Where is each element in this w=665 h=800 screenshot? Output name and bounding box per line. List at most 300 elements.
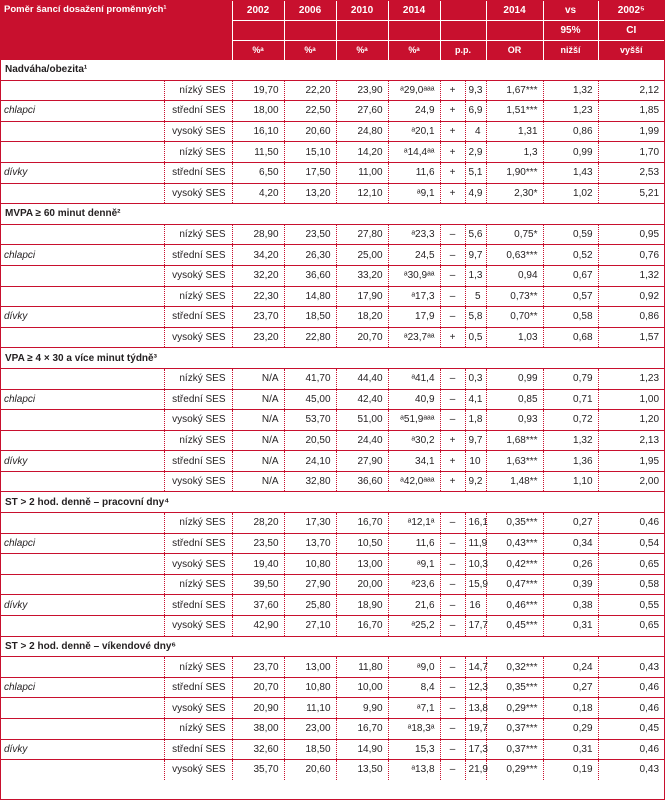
gender-cell <box>1 327 164 348</box>
value-2010: 16,70 <box>336 719 388 740</box>
gender-cell <box>1 698 164 719</box>
value-2010: 16,70 <box>336 616 388 637</box>
value-2014: ᵃ9,1 <box>388 183 440 204</box>
value-2006: 36,60 <box>284 265 336 286</box>
value-2006: 25,80 <box>284 595 336 616</box>
change-pp: 12,3 <box>465 677 486 698</box>
ses-label: vysoký SES <box>164 760 232 780</box>
table-row <box>1 265 664 286</box>
odds-ratio-table <box>1 1 664 780</box>
value-2002: 34,20 <box>232 245 284 266</box>
ci-lower: 0,58 <box>543 307 598 328</box>
table-row <box>1 760 664 780</box>
value-2010: 36,60 <box>336 471 388 492</box>
table-row <box>1 513 664 534</box>
odds-ratio: 1,03 <box>486 327 543 348</box>
gender-cell: dívky <box>1 451 164 472</box>
ci-upper: 0,58 <box>598 574 664 595</box>
value-2006: 10,80 <box>284 554 336 575</box>
change-pp: 16,1 <box>465 513 486 534</box>
header-r2-c2 <box>284 21 336 41</box>
value-2006: 45,00 <box>284 389 336 410</box>
table-row <box>1 142 664 163</box>
gender-cell <box>1 719 164 740</box>
value-2002: 22,30 <box>232 286 284 307</box>
table-header <box>1 1 664 60</box>
change-sign: – <box>440 224 465 245</box>
change-pp: 9,2 <box>465 471 486 492</box>
odds-ratio: 1,51*** <box>486 101 543 122</box>
value-2014: ᵃ20,1 <box>388 121 440 142</box>
ci-lower: 0,79 <box>543 368 598 389</box>
change-pp: 1,8 <box>465 410 486 431</box>
ci-lower: 0,34 <box>543 533 598 554</box>
odds-ratio: 2,30* <box>486 183 543 204</box>
value-2010: 27,60 <box>336 101 388 122</box>
change-sign: – <box>440 389 465 410</box>
header-vs: vs <box>543 1 598 21</box>
change-pp: 5,8 <box>465 307 486 328</box>
change-sign: + <box>440 162 465 183</box>
change-sign: – <box>440 616 465 637</box>
value-2002: 28,90 <box>232 224 284 245</box>
ci-lower: 1,10 <box>543 471 598 492</box>
value-2014: ᵃ30,2 <box>388 430 440 451</box>
value-2014: 17,9 <box>388 307 440 328</box>
value-2002: N/A <box>232 410 284 431</box>
section-header-row <box>1 204 664 225</box>
change-sign: – <box>440 698 465 719</box>
ci-upper: 1,32 <box>598 265 664 286</box>
ci-lower: 1,32 <box>543 80 598 101</box>
value-2014: ᵃ7,1 <box>388 698 440 719</box>
gender-cell: chlapci <box>1 677 164 698</box>
header-year-2014: 2014 <box>388 1 440 21</box>
ci-lower: 0,27 <box>543 513 598 534</box>
value-2010: 24,40 <box>336 430 388 451</box>
odds-ratio: 0,75* <box>486 224 543 245</box>
ses-label: vysoký SES <box>164 698 232 719</box>
header-year-2006: 2006 <box>284 1 336 21</box>
value-2010: 14,90 <box>336 739 388 760</box>
value-2014: ᵃ9,0 <box>388 657 440 678</box>
header-blank <box>440 1 486 21</box>
odds-ratio: 0,32*** <box>486 657 543 678</box>
value-2006: 17,30 <box>284 513 336 534</box>
ci-upper: 2,13 <box>598 430 664 451</box>
value-2014: ᵃ12,1ᵃ <box>388 513 440 534</box>
change-pp: 9,7 <box>465 245 486 266</box>
change-sign: – <box>440 286 465 307</box>
value-2014: ᵃ30,9ᵃᵃ <box>388 265 440 286</box>
change-sign: + <box>440 430 465 451</box>
ses-label: střední SES <box>164 101 232 122</box>
ci-lower: 0,18 <box>543 698 598 719</box>
ci-lower: 1,23 <box>543 101 598 122</box>
value-2010: 12,10 <box>336 183 388 204</box>
value-2006: 27,90 <box>284 574 336 595</box>
change-sign: + <box>440 451 465 472</box>
value-2002: 11,50 <box>232 142 284 163</box>
change-sign: + <box>440 471 465 492</box>
value-2010: 25,00 <box>336 245 388 266</box>
change-pp: 15,9 <box>465 574 486 595</box>
gender-cell: dívky <box>1 162 164 183</box>
ci-lower: 0,39 <box>543 574 598 595</box>
change-pp: 5 <box>465 286 486 307</box>
value-2006: 13,00 <box>284 657 336 678</box>
ci-upper: 1,99 <box>598 121 664 142</box>
ci-upper: 2,00 <box>598 471 664 492</box>
ci-upper: 5,21 <box>598 183 664 204</box>
ci-upper: 2,12 <box>598 80 664 101</box>
change-sign: – <box>440 554 465 575</box>
header-pp: p.p. <box>440 41 486 60</box>
value-2010: 44,40 <box>336 368 388 389</box>
value-2014: 15,3 <box>388 739 440 760</box>
gender-cell <box>1 574 164 595</box>
ses-label: nízký SES <box>164 513 232 534</box>
ci-lower: 0,67 <box>543 265 598 286</box>
value-2014: 21,6 <box>388 595 440 616</box>
ses-label: vysoký SES <box>164 265 232 286</box>
section-title: ST > 2 hod. denně – pracovní dny⁴ <box>1 492 664 513</box>
value-2002: 6,50 <box>232 162 284 183</box>
change-sign: – <box>440 657 465 678</box>
table-row <box>1 554 664 575</box>
value-2010: 13,00 <box>336 554 388 575</box>
odds-ratio: 1,63*** <box>486 451 543 472</box>
gender-cell <box>1 616 164 637</box>
gender-cell <box>1 410 164 431</box>
value-2010: 23,90 <box>336 80 388 101</box>
change-pp: 1,3 <box>465 265 486 286</box>
odds-ratio: 0,94 <box>486 265 543 286</box>
odds-ratio: 0,99 <box>486 368 543 389</box>
value-2002: 20,70 <box>232 677 284 698</box>
value-2006: 23,00 <box>284 719 336 740</box>
section-header-row <box>1 636 664 657</box>
value-2006: 20,60 <box>284 760 336 780</box>
value-2002: 19,40 <box>232 554 284 575</box>
value-2006: 20,60 <box>284 121 336 142</box>
value-2002: N/A <box>232 471 284 492</box>
ci-lower: 0,68 <box>543 327 598 348</box>
value-2006: 15,10 <box>284 142 336 163</box>
value-2006: 22,80 <box>284 327 336 348</box>
ci-upper: 0,46 <box>598 698 664 719</box>
value-2010: 24,80 <box>336 121 388 142</box>
gender-cell: chlapci <box>1 245 164 266</box>
section-header-row <box>1 348 664 369</box>
value-2010: 42,40 <box>336 389 388 410</box>
change-pp: 6,9 <box>465 101 486 122</box>
value-2014: 40,9 <box>388 389 440 410</box>
table-row <box>1 245 664 266</box>
change-sign: – <box>440 410 465 431</box>
value-2006: 10,80 <box>284 677 336 698</box>
section-title: ST > 2 hod. denně – víkendové dny⁶ <box>1 636 664 657</box>
ses-label: nízký SES <box>164 224 232 245</box>
header-pct-2014: %ᵃ <box>388 41 440 60</box>
ses-label: vysoký SES <box>164 554 232 575</box>
ci-lower: 0,26 <box>543 554 598 575</box>
value-2010: 11,80 <box>336 657 388 678</box>
odds-ratio: 1,67*** <box>486 80 543 101</box>
ci-lower: 1,32 <box>543 430 598 451</box>
gender-cell <box>1 286 164 307</box>
header-pct-2006: %ᵃ <box>284 41 336 60</box>
ci-lower: 0,38 <box>543 595 598 616</box>
ci-lower: 0,31 <box>543 616 598 637</box>
change-sign: – <box>440 533 465 554</box>
odds-ratio: 1,68*** <box>486 430 543 451</box>
table-row <box>1 121 664 142</box>
odds-ratio: 0,35*** <box>486 513 543 534</box>
odds-ratio: 0,37*** <box>486 739 543 760</box>
value-2002: 18,00 <box>232 101 284 122</box>
value-2002: 32,60 <box>232 739 284 760</box>
ses-label: střední SES <box>164 162 232 183</box>
ci-upper: 2,53 <box>598 162 664 183</box>
odds-ratio: 1,48** <box>486 471 543 492</box>
ci-lower: 0,27 <box>543 677 598 698</box>
odds-ratio: 1,31 <box>486 121 543 142</box>
change-pp: 2,9 <box>465 142 486 163</box>
value-2006: 22,20 <box>284 80 336 101</box>
ci-lower: 0,57 <box>543 286 598 307</box>
value-2014: ᵃ29,0ᵃᵃᵃ <box>388 80 440 101</box>
ci-upper: 0,46 <box>598 677 664 698</box>
odds-ratio: 0,42*** <box>486 554 543 575</box>
value-2010: 11,00 <box>336 162 388 183</box>
value-2002: N/A <box>232 368 284 389</box>
value-2006: 11,10 <box>284 698 336 719</box>
odds-ratio: 1,90*** <box>486 162 543 183</box>
value-2006: 26,30 <box>284 245 336 266</box>
value-2006: 53,70 <box>284 410 336 431</box>
gender-cell <box>1 513 164 534</box>
section-title: Nadváha/obezita¹ <box>1 60 664 81</box>
gender-cell: chlapci <box>1 389 164 410</box>
header-year-2002: 2002 <box>232 1 284 21</box>
header-r2-c4 <box>388 21 440 41</box>
table-row <box>1 533 664 554</box>
ci-lower: 0,19 <box>543 760 598 780</box>
ses-label: vysoký SES <box>164 327 232 348</box>
ses-label: vysoký SES <box>164 616 232 637</box>
table-title: Poměr šancí dosažení proměnných¹ <box>1 1 232 60</box>
ci-lower: 0,52 <box>543 245 598 266</box>
gender-cell <box>1 121 164 142</box>
value-2002: 42,90 <box>232 616 284 637</box>
change-pp: 17,7 <box>465 616 486 637</box>
ses-label: střední SES <box>164 533 232 554</box>
table-row <box>1 389 664 410</box>
value-2002: 19,70 <box>232 80 284 101</box>
value-2006: 24,10 <box>284 451 336 472</box>
gender-cell <box>1 183 164 204</box>
change-pp: 16 <box>465 595 486 616</box>
value-2006: 23,50 <box>284 224 336 245</box>
header-ci-lower: nižší <box>543 41 598 60</box>
table-row <box>1 657 664 678</box>
ses-label: střední SES <box>164 739 232 760</box>
ses-label: nízký SES <box>164 286 232 307</box>
ci-lower: 0,86 <box>543 121 598 142</box>
change-sign: – <box>440 677 465 698</box>
ci-upper: 0,95 <box>598 224 664 245</box>
value-2014: ᵃ51,9ᵃᵃᵃ <box>388 410 440 431</box>
header-or: OR <box>486 41 543 60</box>
ses-label: střední SES <box>164 307 232 328</box>
change-pp: 19,7 <box>465 719 486 740</box>
ci-upper: 0,43 <box>598 657 664 678</box>
change-sign: + <box>440 327 465 348</box>
ci-lower: 1,02 <box>543 183 598 204</box>
value-2006: 27,10 <box>284 616 336 637</box>
value-2014: 8,4 <box>388 677 440 698</box>
ses-label: vysoký SES <box>164 410 232 431</box>
ci-upper: 0,65 <box>598 554 664 575</box>
value-2014: 24,5 <box>388 245 440 266</box>
gender-cell: chlapci <box>1 533 164 554</box>
odds-ratio: 0,45*** <box>486 616 543 637</box>
ci-upper: 1,00 <box>598 389 664 410</box>
table-row <box>1 410 664 431</box>
table-row <box>1 430 664 451</box>
ses-label: střední SES <box>164 595 232 616</box>
odds-ratio: 0,29*** <box>486 760 543 780</box>
ses-label: střední SES <box>164 677 232 698</box>
value-2014: 11,6 <box>388 533 440 554</box>
header-r2-c3 <box>336 21 388 41</box>
change-sign: + <box>440 80 465 101</box>
table-row <box>1 574 664 595</box>
header-ci-95: 95% <box>543 21 598 41</box>
change-pp: 17,3 <box>465 739 486 760</box>
table-row <box>1 616 664 637</box>
value-2006: 22,50 <box>284 101 336 122</box>
change-pp: 0,3 <box>465 368 486 389</box>
table-row <box>1 471 664 492</box>
ci-upper: 1,20 <box>598 410 664 431</box>
value-2010: 14,20 <box>336 142 388 163</box>
ses-label: nízký SES <box>164 574 232 595</box>
change-pp: 5,6 <box>465 224 486 245</box>
value-2014: ᵃ13,8 <box>388 760 440 780</box>
ses-label: nízký SES <box>164 368 232 389</box>
change-sign: – <box>440 739 465 760</box>
value-2006: 20,50 <box>284 430 336 451</box>
change-pp: 4,1 <box>465 389 486 410</box>
change-sign: + <box>440 183 465 204</box>
header-pct-2010: %ᵃ <box>336 41 388 60</box>
ci-upper: 0,46 <box>598 513 664 534</box>
section-header-row <box>1 492 664 513</box>
table-row <box>1 698 664 719</box>
change-pp: 10 <box>465 451 486 472</box>
value-2014: 34,1 <box>388 451 440 472</box>
change-sign: + <box>440 121 465 142</box>
value-2010: 18,90 <box>336 595 388 616</box>
table-row <box>1 286 664 307</box>
value-2002: 23,70 <box>232 657 284 678</box>
table-body <box>1 60 664 780</box>
gender-cell <box>1 430 164 451</box>
gender-cell: chlapci <box>1 101 164 122</box>
value-2002: 23,20 <box>232 327 284 348</box>
value-2010: 10,50 <box>336 533 388 554</box>
value-2014: 24,9 <box>388 101 440 122</box>
odds-ratio: 0,35*** <box>486 677 543 698</box>
odds-ratio: 0,93 <box>486 410 543 431</box>
gender-cell <box>1 368 164 389</box>
odds-ratio: 0,47*** <box>486 574 543 595</box>
odds-ratio: 0,46*** <box>486 595 543 616</box>
ci-upper: 0,55 <box>598 595 664 616</box>
change-pp: 14,7 <box>465 657 486 678</box>
change-pp: 13,8 <box>465 698 486 719</box>
table-row <box>1 327 664 348</box>
change-sign: + <box>440 142 465 163</box>
value-2002: 23,50 <box>232 533 284 554</box>
gender-cell: dívky <box>1 307 164 328</box>
change-sign: + <box>440 101 465 122</box>
gender-cell <box>1 760 164 780</box>
change-pp: 21,9 <box>465 760 486 780</box>
table-row <box>1 451 664 472</box>
odds-ratio: 0,85 <box>486 389 543 410</box>
value-2010: 20,70 <box>336 327 388 348</box>
value-2002: 37,60 <box>232 595 284 616</box>
odds-ratio: 0,70** <box>486 307 543 328</box>
table-row <box>1 677 664 698</box>
table-row <box>1 739 664 760</box>
ci-upper: 1,70 <box>598 142 664 163</box>
header-2002-compare: 2002⁵ <box>598 1 664 21</box>
value-2010: 33,20 <box>336 265 388 286</box>
odds-ratio: 0,29*** <box>486 698 543 719</box>
header-pct-2002: %ᵃ <box>232 41 284 60</box>
ses-label: nízký SES <box>164 719 232 740</box>
value-2010: 17,90 <box>336 286 388 307</box>
value-2002: 35,70 <box>232 760 284 780</box>
value-2006: 13,20 <box>284 183 336 204</box>
value-2014: ᵃ41,4 <box>388 368 440 389</box>
value-2006: 41,70 <box>284 368 336 389</box>
ci-upper: 0,43 <box>598 760 664 780</box>
value-2010: 10,00 <box>336 677 388 698</box>
value-2002: 32,20 <box>232 265 284 286</box>
value-2010: 20,00 <box>336 574 388 595</box>
value-2002: 20,90 <box>232 698 284 719</box>
odds-ratio: 0,37*** <box>486 719 543 740</box>
change-sign: – <box>440 245 465 266</box>
change-sign: – <box>440 595 465 616</box>
value-2010: 16,70 <box>336 513 388 534</box>
value-2002: N/A <box>232 430 284 451</box>
header-r2-c5 <box>440 21 486 41</box>
ci-upper: 1,85 <box>598 101 664 122</box>
odds-ratio: 1,3 <box>486 142 543 163</box>
change-sign: – <box>440 513 465 534</box>
value-2002: 23,70 <box>232 307 284 328</box>
ses-label: vysoký SES <box>164 471 232 492</box>
table-row <box>1 368 664 389</box>
table-row <box>1 80 664 101</box>
section-title: VPA ≥ 4 × 30 a více minut týdně³ <box>1 348 664 369</box>
